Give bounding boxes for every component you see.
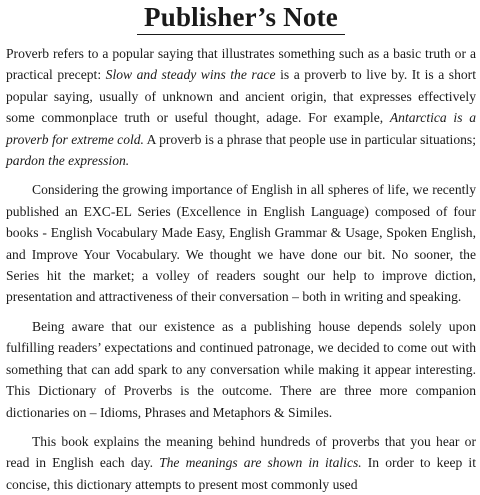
body-text: A proverb is a phrase that people use in particular situations; [143,131,476,147]
page-title: Publisher’s Note [144,2,338,32]
paragraph-2 [6,179,476,307]
publishers-note-page [6,0,476,495]
italic-example-text: Antarctica is a proverb for extreme cold. [6,110,476,147]
body-text: This book explains the meaning behind hundreds of proverbs that you hear or read in English each day. [6,433,476,471]
body-text: Considering the growing importance of English in all spheres of life, we recently published an EXC-EL Series (Excellence in English Language) composed of four books - English Vocabulary Made Easy, English Grammar & Usage, Spoken English, and Improve Your Vocabulary. We thought we have done our bit. No sooner, the Series hit the market; a volley of readers sought our help to improve diction, presentation and attractiveness of their conversation – both in writing and speaking. [6,182,476,305]
body-text: Proverb refers to a popular saying that illustrates something such as a basic truth or a practical precept: [6,46,476,83]
paragraph-1 [6,43,476,171]
italic-example-text: pardon the expression. [6,153,130,169]
paragraph-4 [6,431,476,495]
paragraph-3 [6,316,476,423]
italic-example-text: Slow and steady wins the race [105,67,276,83]
title-underline [137,34,345,35]
body-text: is a proverb to live by. It is a short popular saying, usually of unknown and ancient origin, that expresses effectively some commonplace truth or useful thought, adage. For example, [6,67,476,126]
body-text: In order to keep it concise, this dictionary attempts to present most commonly used [6,455,476,492]
body-text: Being aware that our existence as a publishing house depends solely upon fulfilling readers’ expectations and continued patronage, we decided to come out with something that can add spark to any conversation while making it appear interesting. This Dictionary of Proverbs is the outcome. There are three more companion dictionaries on – Idioms, Phrases and Metaphors & Similes. [6,318,476,420]
italic-example-text: The meanings are shown in italics. [159,455,362,471]
